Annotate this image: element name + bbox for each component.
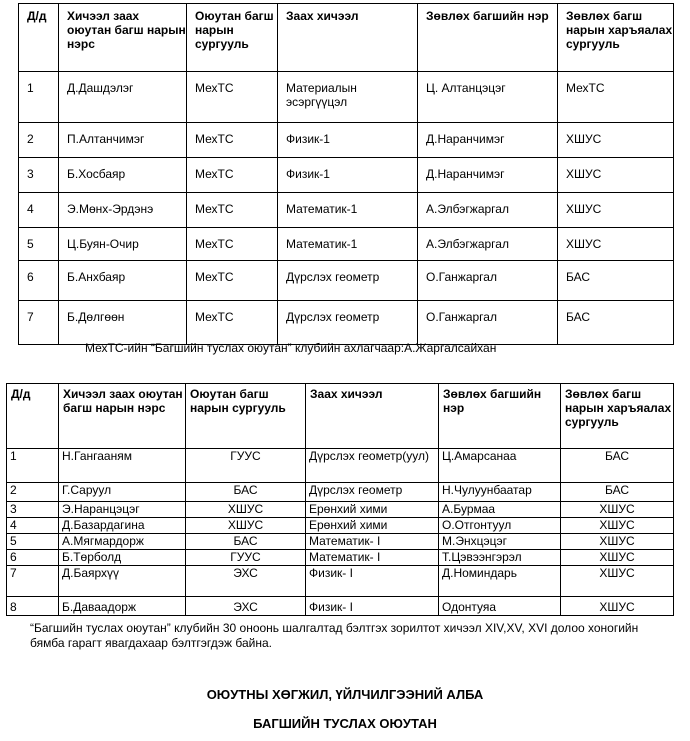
table-row	[19, 261, 674, 301]
table-row	[7, 534, 674, 550]
cell-student-school: ЭХС	[186, 597, 306, 616]
cell-student-school: ГУУС	[186, 449, 306, 483]
cell-student-school: МехТС	[187, 193, 278, 228]
table-header-row	[19, 4, 674, 72]
cell-student-school: ЭХС	[186, 566, 306, 597]
cell-student-school: ХШУС	[186, 502, 306, 518]
cell-subject: Материалын эсэргүүцэл	[278, 72, 418, 123]
cell-no: 5	[7, 534, 59, 550]
cell-advisor-name: Ц. Алтанцэцэг	[418, 72, 558, 123]
cell-advisor-school: ХШУС	[558, 193, 674, 228]
cell-advisor-school: ХШУС	[561, 502, 674, 518]
cell-subject: Дүрслэх геометр	[278, 261, 418, 301]
cell-subject: Физик- I	[306, 566, 439, 597]
office-heading: ОЮУТНЫ ХӨГЖИЛ, ҮЙЛЧИЛГЭЭНИЙ АЛБА	[206, 687, 484, 702]
cell-advisor-school: ХШУС	[558, 228, 674, 261]
header-student-name: Хичээл заах оюутан багш нарын нэрс	[59, 384, 186, 449]
cell-advisor-name: А.Элбэгжаргал	[418, 228, 558, 261]
table-row	[19, 72, 674, 123]
cell-student-school: МехТС	[187, 228, 278, 261]
cell-student-name: Б.Даваадорж	[59, 597, 186, 616]
table-row	[19, 228, 674, 261]
cell-no: 2	[7, 483, 59, 502]
cell-subject: Физик-1	[278, 158, 418, 193]
cell-subject: Физик-1	[278, 123, 418, 158]
header-subject: Заах хичээл	[278, 4, 418, 72]
cell-advisor-name: Д.Номиндарь	[439, 566, 561, 597]
cell-advisor-name: А.Элбэгжаргал	[418, 193, 558, 228]
cell-advisor-school: БАС	[561, 449, 674, 483]
cell-advisor-name: А.Бурмаа	[439, 502, 561, 518]
table-row	[19, 301, 674, 345]
cell-student-name: Э.Мөнх-Эрдэнэ	[59, 193, 187, 228]
cell-advisor-school: ХШУС	[561, 518, 674, 534]
cell-student-school: МехТС	[187, 261, 278, 301]
cell-no: 7	[19, 301, 59, 345]
cell-student-school: ХШУС	[186, 518, 306, 534]
table-row	[7, 502, 674, 518]
table-row	[7, 566, 674, 597]
cell-no: 3	[19, 158, 59, 193]
cell-student-name: Б.Хосбаяр	[59, 158, 187, 193]
advisor-table-general	[6, 383, 674, 616]
header-advisor-name: Зөвлөх багшийн нэр	[439, 384, 561, 449]
cell-no: 2	[19, 123, 59, 158]
cell-advisor-name: М.Энхцэцэг	[439, 534, 561, 550]
header-advisor-name: Зөвлөх багшийн нэр	[418, 4, 558, 72]
cell-no: 7	[7, 566, 59, 597]
cell-student-name: Д.Базардагина	[59, 518, 186, 534]
header-advisor-school: Зөвлөх багш нарын харъяалах сургууль	[558, 4, 674, 72]
cell-subject: Дүрслэх геометр(уул)	[306, 449, 439, 483]
cell-advisor-school: БАС	[558, 301, 674, 345]
table-row	[7, 483, 674, 502]
cell-subject: Дүрслэх геометр	[278, 301, 418, 345]
cell-student-name: Э.Наранцэцэг	[59, 502, 186, 518]
table-header-row	[7, 384, 674, 449]
cell-advisor-school: ХШУС	[561, 550, 674, 566]
cell-advisor-name: Н.Чулуунбаатар	[439, 483, 561, 502]
cell-advisor-name: О.Ганжаргал	[418, 261, 558, 301]
table-row	[7, 550, 674, 566]
table-row	[19, 158, 674, 193]
cell-student-name: Б.Анхбаяр	[59, 261, 187, 301]
cell-student-school: МехТС	[187, 301, 278, 345]
cell-student-school: МехТС	[187, 72, 278, 123]
cell-advisor-school: БАС	[558, 261, 674, 301]
cell-student-name: П.Алтанчимэг	[59, 123, 187, 158]
cell-subject: Дүрслэх геометр	[306, 483, 439, 502]
cell-subject: Математик-1	[278, 193, 418, 228]
cell-advisor-school: БАС	[561, 483, 674, 502]
cell-student-name: Н.Гангааням	[59, 449, 186, 483]
cell-student-name: Ц.Буян-Очир	[59, 228, 187, 261]
cell-advisor-school: ХШУС	[561, 566, 674, 597]
cell-subject: Физик- I	[306, 597, 439, 616]
cell-advisor-school: ХШУС	[558, 123, 674, 158]
cell-no: 5	[19, 228, 59, 261]
section-heading: БАГШИЙН ТУСЛАХ ОЮУТАН	[253, 716, 437, 731]
cell-subject: Математик- I	[306, 534, 439, 550]
cell-no: 4	[19, 193, 59, 228]
cell-subject: Ерөнхий хими	[306, 502, 439, 518]
cell-student-name: Б.Дөлгөөн	[59, 301, 187, 345]
cell-no: 1	[7, 449, 59, 483]
table-row	[19, 193, 674, 228]
cell-no: 4	[7, 518, 59, 534]
cell-advisor-name: О.Ганжаргал	[418, 301, 558, 345]
cell-advisor-school: МехТС	[558, 72, 674, 123]
cell-student-school: БАС	[186, 534, 306, 550]
cell-no: 3	[7, 502, 59, 518]
cell-student-name: Д.Дашдэлэг	[59, 72, 187, 123]
cell-advisor-name: О.Отгонтуул	[439, 518, 561, 534]
cell-no: 6	[19, 261, 59, 301]
cell-advisor-name: Одонтуяа	[439, 597, 561, 616]
header-student-name: Хичээл заах оюутан багш нарын нэрс	[59, 4, 187, 72]
cell-advisor-school: ХШУС	[561, 534, 674, 550]
cell-subject: Ерөнхий хими	[306, 518, 439, 534]
header-advisor-school: Зөвлөх багш нарын харъяалах сургууль	[561, 384, 674, 449]
cell-subject: Математик- I	[306, 550, 439, 566]
table-row	[7, 449, 674, 483]
cell-no: 8	[7, 597, 59, 616]
exam-prep-note: “Багшийн туслах оюутан” клубийн 30 оноонь шалгалтад бэлтгэх зорилтот хичээл XIV,XV, XVI долоо хоногийн бямба гарагт явагдахаар бэлтгэгдэж байна.	[30, 621, 639, 650]
header-no: Д/д	[19, 4, 59, 72]
cell-student-name: Г.Саруул	[59, 483, 186, 502]
cell-student-school: ГУУС	[186, 550, 306, 566]
cell-student-name: А.Мягмардорж	[59, 534, 186, 550]
cell-advisor-school: ХШУС	[558, 158, 674, 193]
header-student-school: Оюутан багш нарын сургууль	[187, 4, 278, 72]
cell-subject: Математик-1	[278, 228, 418, 261]
cell-no: 1	[19, 72, 59, 123]
cell-student-school: МехТС	[187, 123, 278, 158]
cell-advisor-name: Т.Цэвээнгэрэл	[439, 550, 561, 566]
cell-advisor-name: Д.Наранчимэг	[418, 158, 558, 193]
table-row	[7, 597, 674, 616]
cell-advisor-name: Д.Наранчимэг	[418, 123, 558, 158]
table-row	[19, 123, 674, 158]
advisor-table-mechts	[18, 3, 674, 345]
header-student-school: Оюутан багш нарын сургууль	[186, 384, 306, 449]
cell-advisor-name: Ц.Амарсанаа	[439, 449, 561, 483]
cell-no: 6	[7, 550, 59, 566]
cell-student-name: Д.Баярхүү	[59, 566, 186, 597]
header-no: Д/д	[7, 384, 59, 449]
table-row	[7, 518, 674, 534]
cell-student-school: МехТС	[187, 158, 278, 193]
header-subject: Заах хичээл	[306, 384, 439, 449]
cell-student-school: БАС	[186, 483, 306, 502]
club-leader-note: МехТС-ийн “Багшийн туслах оюутан” клубийн ахлагчаар:А.Жаргалсайхан	[85, 341, 497, 355]
cell-advisor-school: ХШУС	[561, 597, 674, 616]
cell-student-name: Б.Төрболд	[59, 550, 186, 566]
